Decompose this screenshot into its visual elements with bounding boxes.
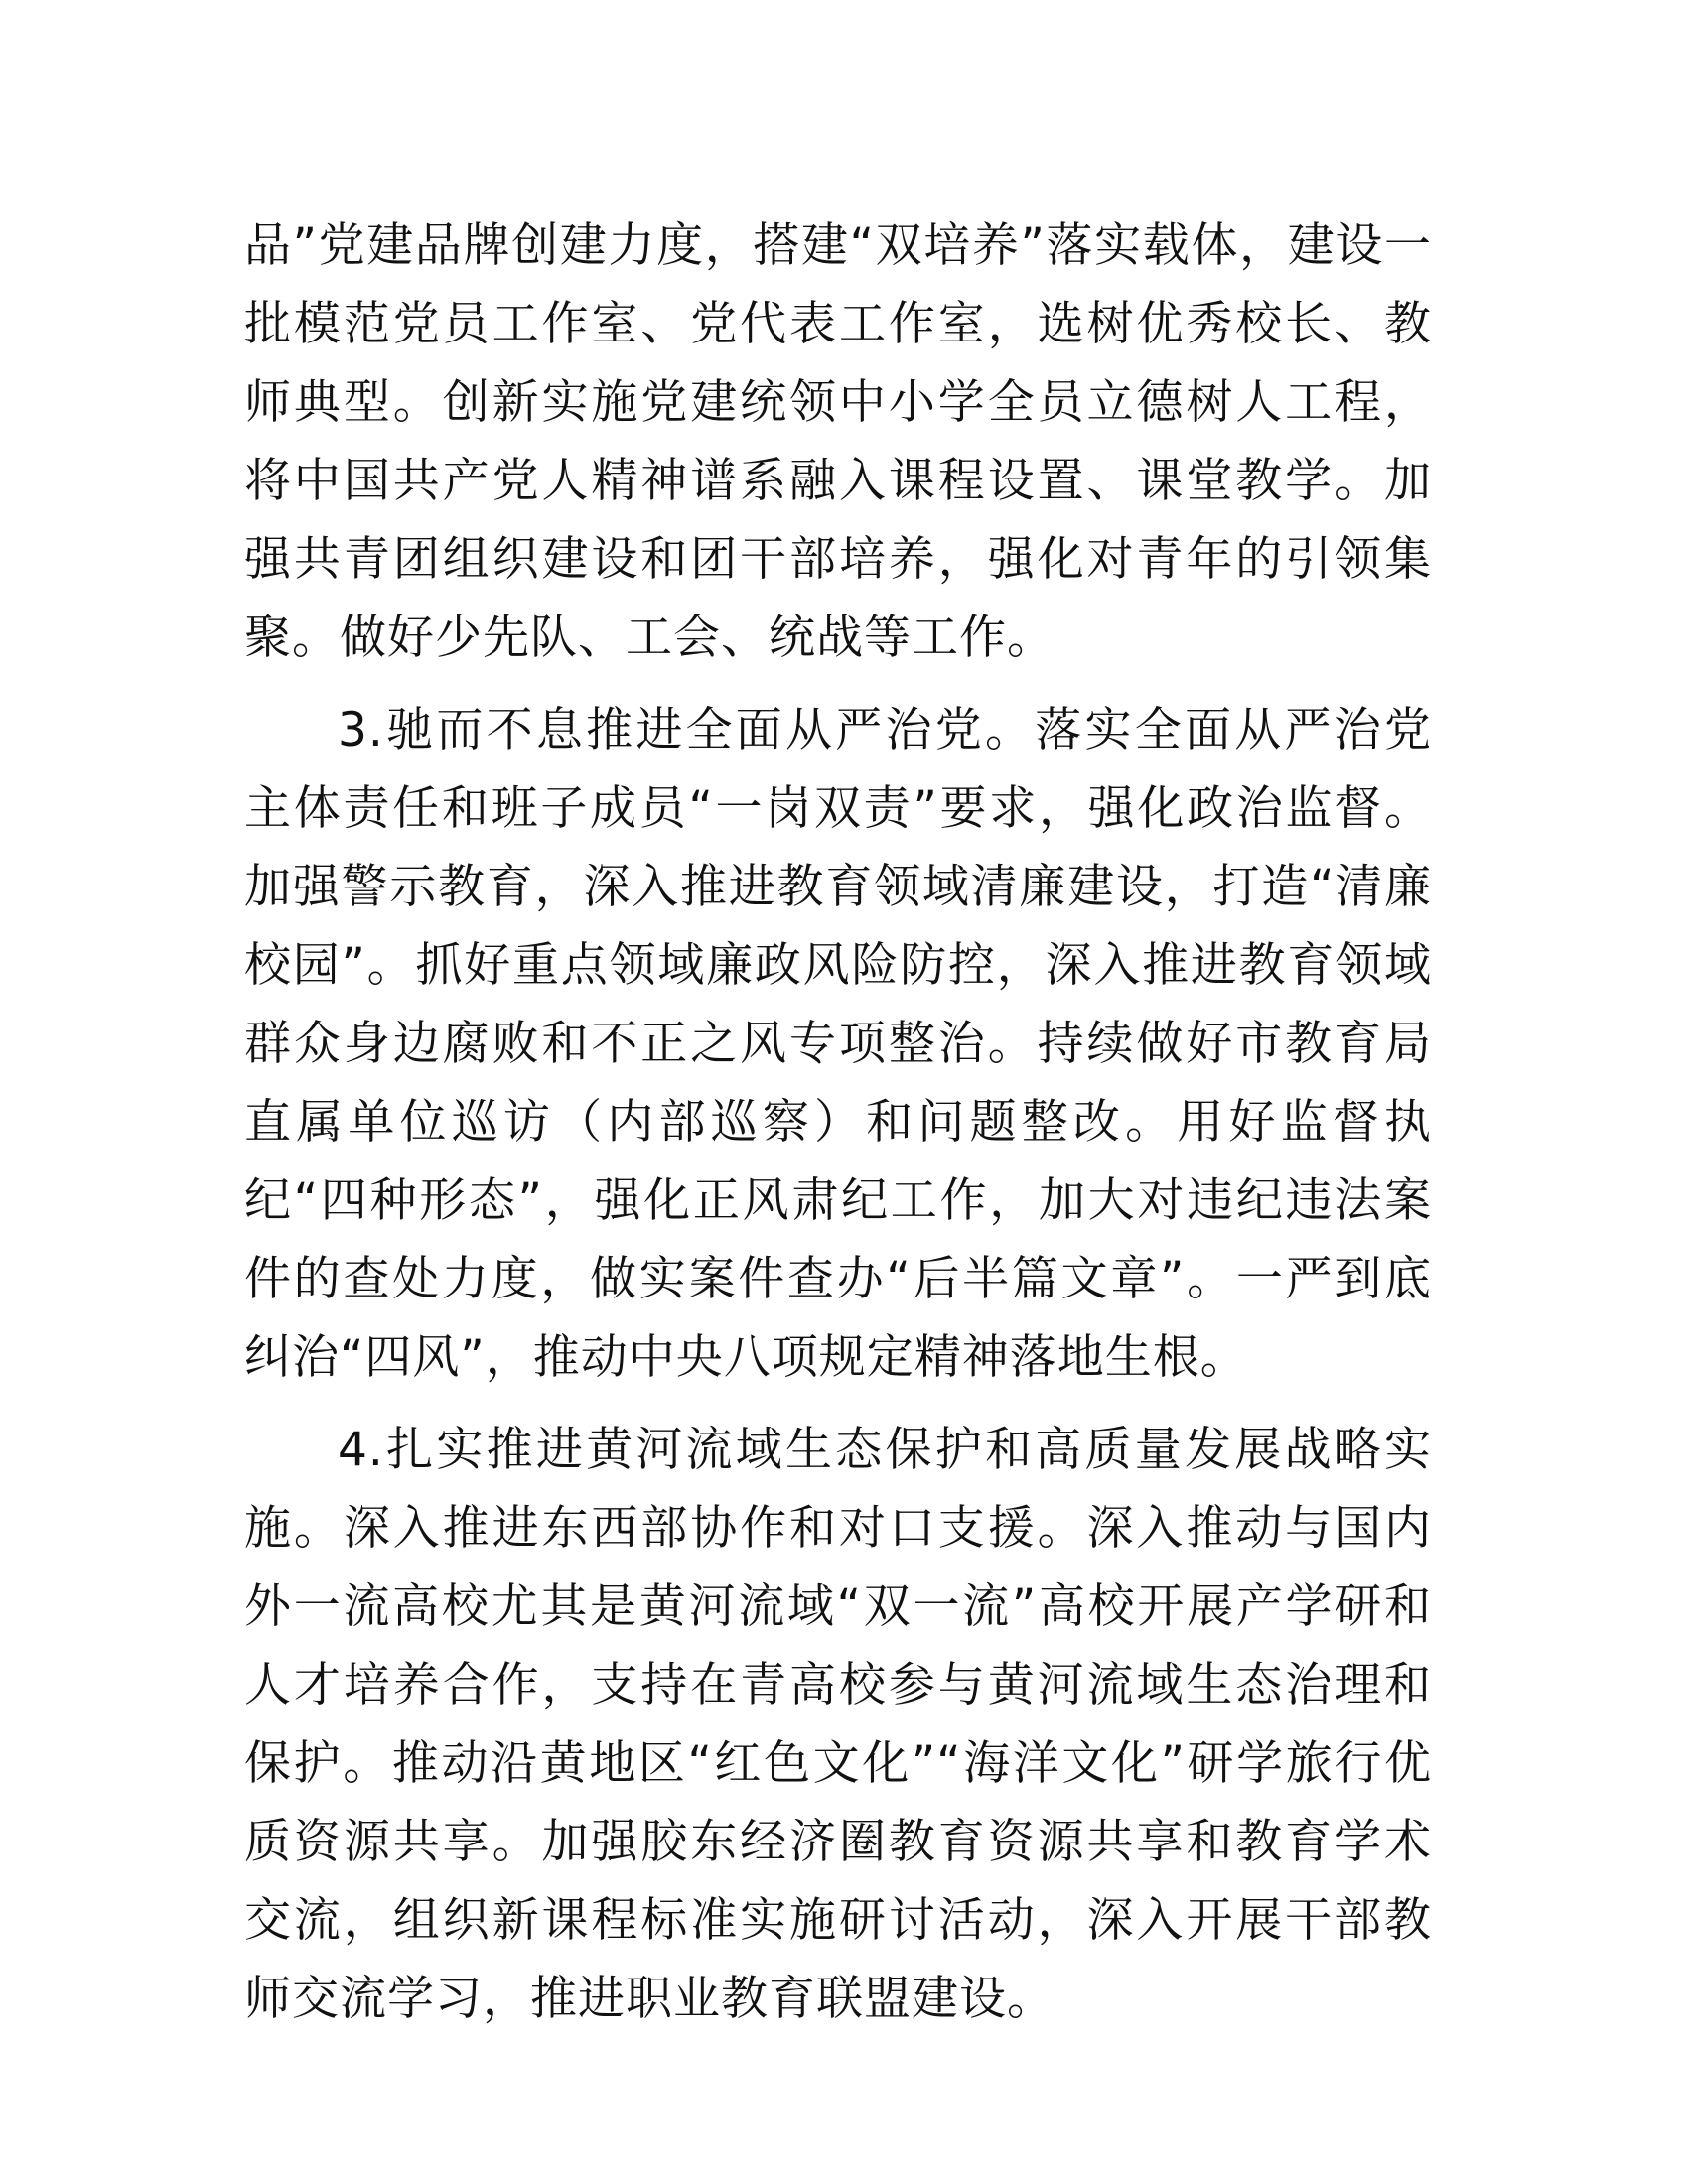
paragraph-strict-party-governance: 3.驰而不息推进全面从严治党。落实全面从严治党主体责任和班子成员“一岗双责”要求，强化政治监督。加强警示教育，深入推进教育领域清廉建设，打造“清廉校园”。抓好重点领域廉政风险防控，深入推进教育领域群众身边腐败和不正之风专项整治。持续做好市教育局直属单位巡访（内部巡察）和问题整改。用好监督执纪“四种形态”，强化正风肃纪工作，加大对违纪违法案件的查处力度，做实案件查办“后半篇文章”。一严到底纠治“四风”，推动中央八项规定精神落地生根。 [244, 703, 1432, 1385]
paragraph-yellow-river-strategy: 4.扎实推进黄河流域生态保护和高质量发展战略实施。深入推进东西部协作和对口支援。深入推动与国内外一流高校尤其是黄河流域“双一流”高校开展产学研和人才培养合作，支持在青高校参与黄河流域生态治理和保护。推动沿黄地区“红色文化”“海洋文化”研学旅行优质资源共享。加强胶东经济圈教育资源共享和教育学术交流，组织新课程标准实施研讨活动，深入开展干部教师交流学习，推进职业教育联盟建设。 [244, 1423, 1432, 2026]
document-body [244, 206, 1432, 2038]
paragraph-party-building-continued: 品”党建品牌创建力度，搭建“双培养”落实载体，建设一批模范党员工作室、党代表工作室，选树优秀校长、教师典型。创新实施党建统领中小学全员立德树人工程，将中国共产党人精神谱系融入课程设置、课堂教学。加强共青团组织建设和团干部培养，强化对青年的引领集聚。做好少先队、工会、统战等工作。 [244, 218, 1432, 665]
